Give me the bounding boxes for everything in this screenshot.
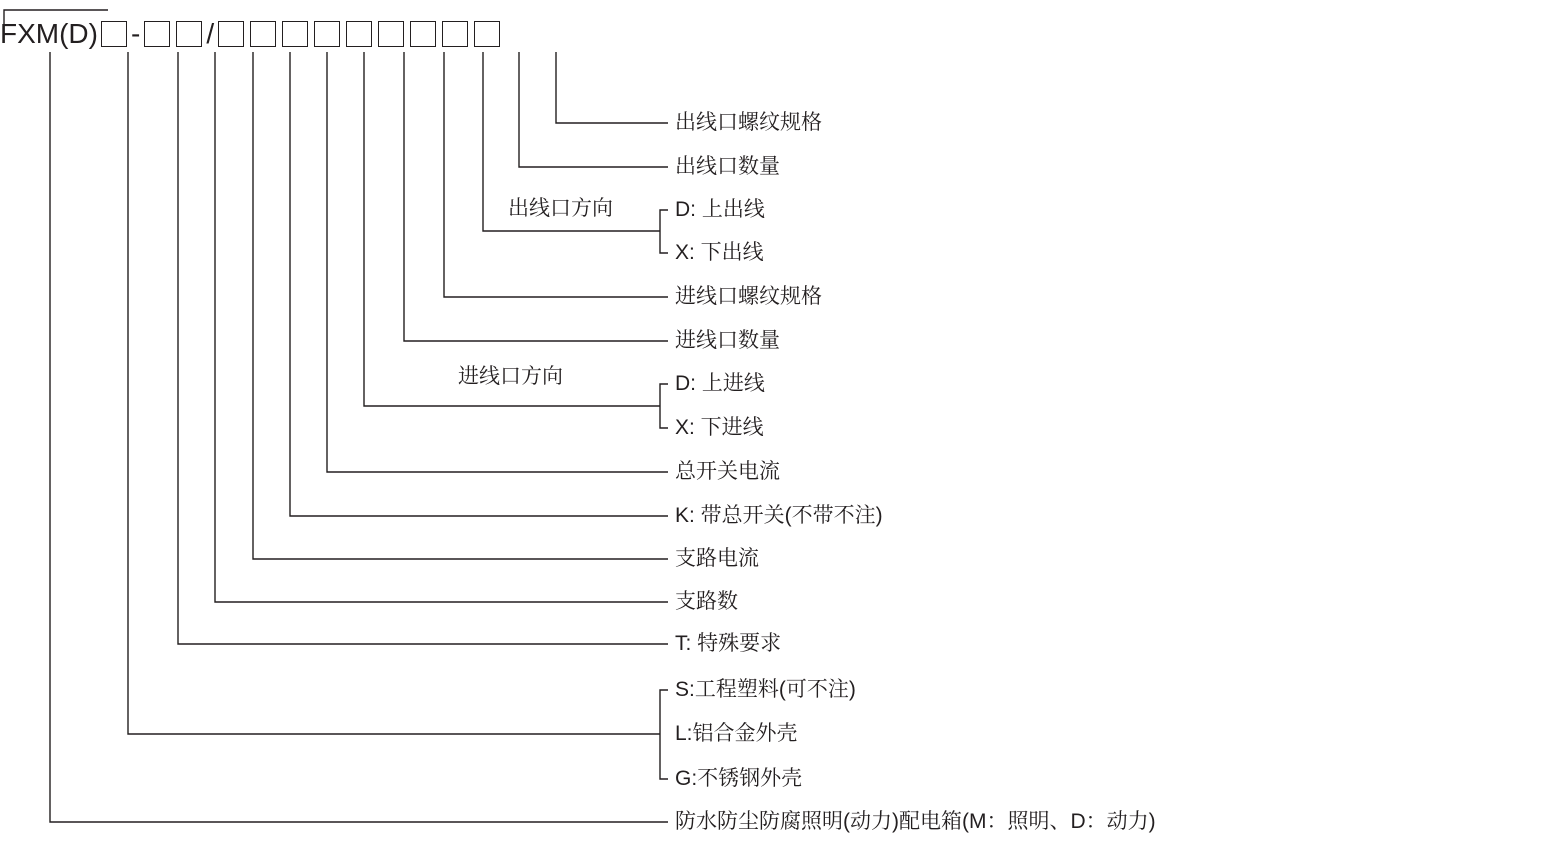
annotation-outlet-down: X: 下出线 — [675, 241, 764, 264]
annotation-special-requirement: T: 特殊要求 — [675, 632, 782, 655]
annotation-product-family: 防水防尘防腐照明(动力)配电箱(M：照明、D：动力) — [675, 810, 1156, 833]
annotation-inlet-down: X: 下进线 — [675, 416, 764, 439]
annotation-branch-current: 支路电流 — [675, 547, 759, 570]
annotation-outlet-count: 出线口数量 — [675, 155, 780, 178]
annotation-inlet-thread-spec: 进线口螺纹规格 — [675, 285, 822, 308]
code-dash: - — [130, 18, 141, 49]
annotation-inlet-up: D: 上进线 — [675, 372, 765, 395]
annotation-inlet-count: 进线口数量 — [675, 329, 780, 352]
code-slash: / — [206, 18, 215, 49]
annotation-branch-count: 支路数 — [675, 590, 738, 613]
annotation-outlet-up: D: 上出线 — [675, 198, 765, 221]
annotation-stainless-shell: G:不锈钢外壳 — [675, 767, 803, 790]
annotation-aluminum-shell: L:铝合金外壳 — [675, 722, 798, 745]
annotation-engineering-plastic: S:工程塑料(可不注) — [675, 678, 856, 701]
model-code-prefix: FXM(D) — [0, 18, 98, 49]
annotation-outlet-direction: 出线口方向 — [508, 197, 613, 220]
annotation-main-switch-current: 总开关电流 — [675, 460, 780, 483]
annotation-with-main-switch: K: 带总开关(不带不注) — [675, 504, 883, 527]
annotation-inlet-direction: 进线口方向 — [458, 365, 563, 388]
annotation-outlet-thread-spec: 出线口螺纹规格 — [675, 111, 822, 134]
